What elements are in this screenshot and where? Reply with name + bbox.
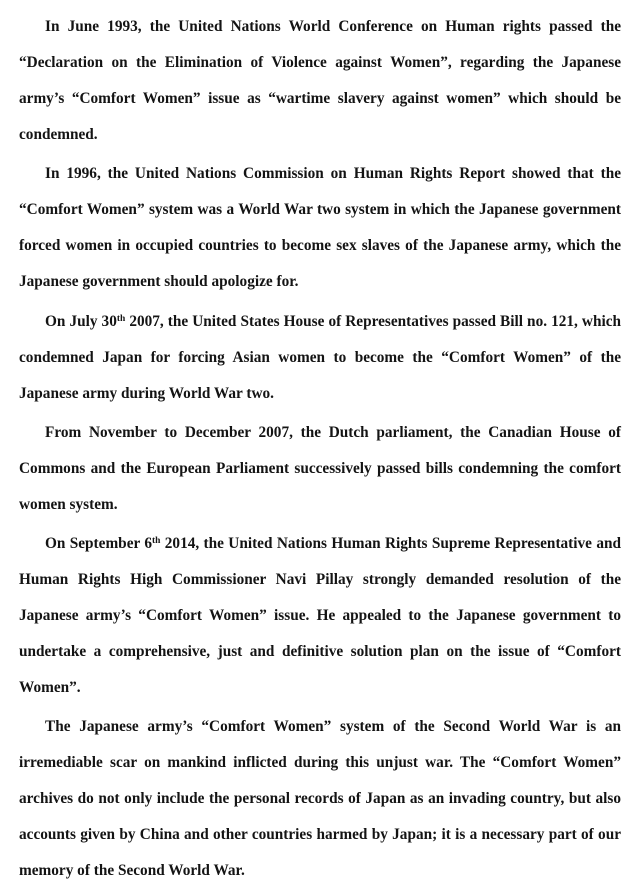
paragraph-p3: [19, 304, 621, 412]
paragraph-text: In June 1993, the United Nations World Conference on Human rights passed the “Declaration on the Elimination of Violence against Women”, regarding the Japanese army’s “Comfort Women” issue as “wartime slavery against women” which should be condemned.: [19, 18, 621, 143]
paragraph-p1: [19, 9, 621, 153]
paragraph-p6: [19, 709, 621, 889]
paragraph-p5: [19, 526, 621, 706]
paragraph-text: The Japanese army’s “Comfort Women” system of the Second World War is an irremediable scar on mankind inflicted during this unjust war. The “Comfort Women” archives do not only include the personal records of Japan as an invading country, but also accounts given by China and other countries harmed by Japan; it is a necessary part of our memory of the Second World War.: [19, 718, 621, 880]
paragraph-p4: [19, 415, 621, 523]
ordinal-superscript: th: [152, 535, 161, 546]
paragraph-text: In 1996, the United Nations Commission on Human Rights Report showed that the “Comfort Women” system was a World War two system in which the Japanese government forced women in occupied countries to become sex slaves of the Japanese army, which the Japanese government should apologize for.: [19, 165, 621, 291]
paragraph-p2: [19, 156, 621, 300]
paragraph-text: From November to December 2007, the Dutch parliament, the Canadian House of Commons and the European Parliament successively passed bills condemning the comfort women system.: [19, 423, 621, 513]
paragraph-text: 2007, the United States House of Representatives passed Bill no. 121, which condemned Japan for forcing Asian women to become the “Comfort Women” of the Japanese army during World War two.: [19, 312, 622, 402]
paragraph-text: 2014, the United Nations Human Rights Supreme Representative and Human Rights High Commissioner Navi Pillay strongly demanded resolution of the Japanese army’s “Comfort Women” issue. He appealed to the Japanese government to undertake a comprehensive, just and definitive solution plan on the issue of “Comfort Women”.: [19, 535, 621, 697]
ordinal-superscript: th: [116, 313, 126, 324]
paragraph-text: On July 30: [45, 312, 117, 330]
document-body: [19, 9, 621, 889]
paragraph-text: On September 6: [45, 535, 152, 553]
